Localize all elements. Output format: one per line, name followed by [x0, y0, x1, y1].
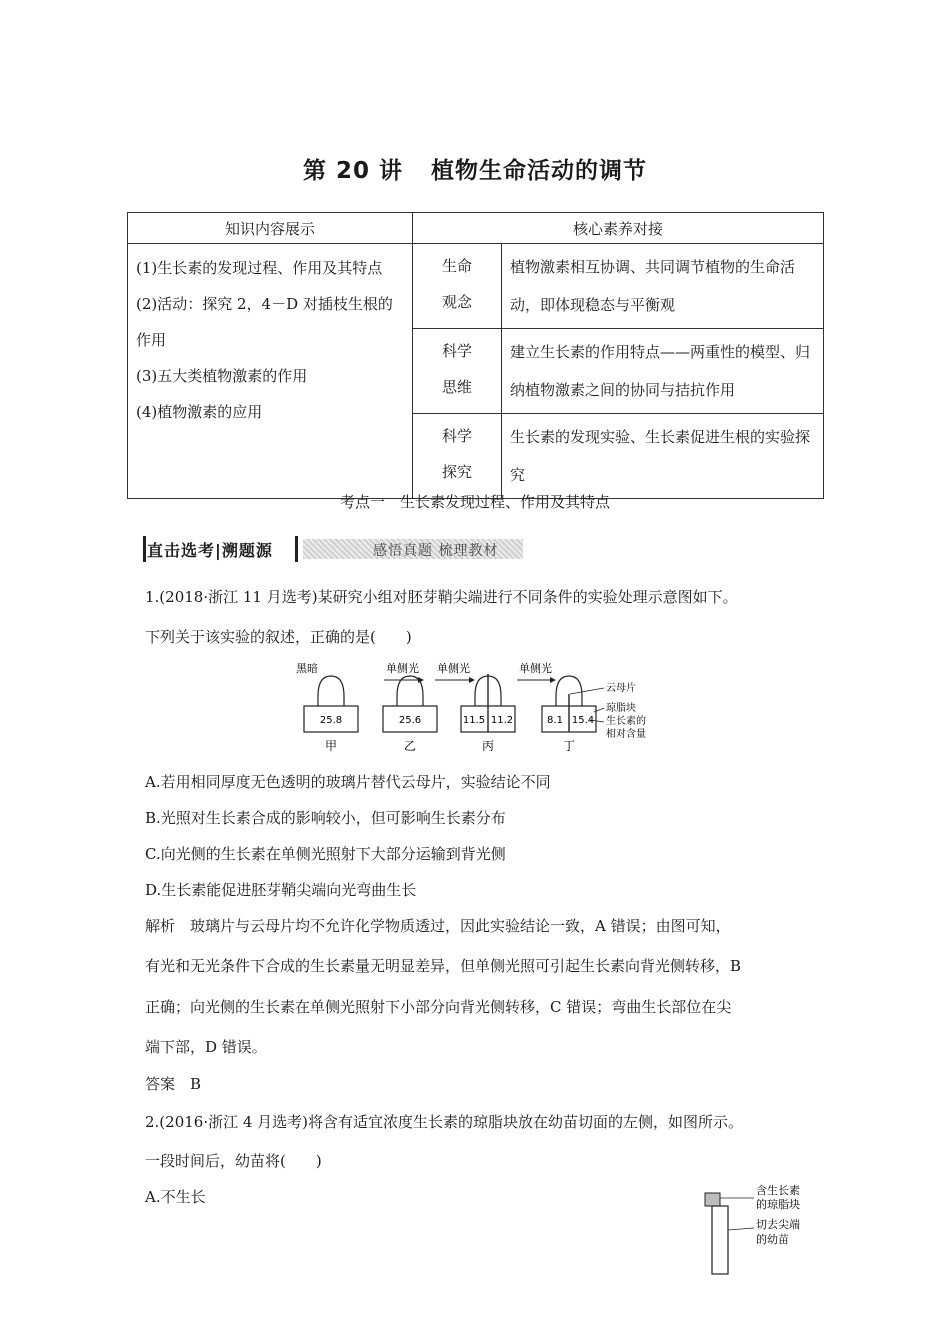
auxin-value: 15.4 — [571, 715, 595, 726]
auxin-value: 11.2 — [490, 715, 514, 726]
leader-line — [728, 1228, 754, 1230]
table-header-left: 知识内容展示 — [128, 213, 413, 244]
condition-label: 单侧光 — [437, 662, 470, 675]
title-topic: 植物生命活动的调节 — [431, 158, 648, 184]
knowledge-items-cell — [128, 244, 413, 499]
legend-content: 生长素的 — [606, 716, 646, 727]
auxin-value: 25.8 — [319, 715, 343, 726]
banner-left-text: 直击选考|溯题源 — [147, 541, 273, 560]
group-label: 甲 — [324, 739, 338, 753]
q1-analysis-line: 解析 玻璃片与云母片均不允许化学物质透过，因此实验结论一致，A 错误；由图可知， — [145, 917, 731, 935]
literacy-category: 科学思维 — [413, 329, 502, 414]
auxin-value: 11.5 — [462, 715, 486, 726]
condition-label: 单侧光 — [386, 662, 419, 675]
arrow-head-icon — [550, 677, 556, 683]
coleoptile-tip — [318, 676, 344, 706]
q1-stem-line: 1.(2018·浙江 11 月选考)某研究小组对胚芽鞘尖端进行不同条件的实验处理示意图如下。 — [145, 588, 738, 606]
q2-option-a: A.不生长 — [145, 1188, 206, 1206]
section-heading: 考点一 生长素发现过程、作用及其特点 — [339, 493, 610, 511]
agar-block — [705, 1193, 720, 1206]
q1-analysis-line: 正确；向光侧的生长素在单侧光照射下小部分向背光侧转移，C 错误；弯曲生长部位在尖 — [145, 998, 732, 1016]
literacy-category: 科学探究 — [413, 414, 502, 499]
legend-mica: 云母片 — [606, 683, 636, 694]
q2-stem-line: 2.(2016·浙江 4 月选考)将含有适宜浓度生长素的琼脂块放在幼苗切面的左侧，如图所示。 — [145, 1113, 744, 1131]
decapitated-seedling — [712, 1206, 728, 1274]
literacy-category: 生命观念 — [413, 244, 502, 329]
condition-label: 单侧光 — [519, 662, 552, 675]
title-lecture-number: 第 20 讲 — [302, 158, 404, 184]
knowledge-item: (3)五大类植物激素的作用 — [136, 367, 308, 385]
knowledge-item: (1)生长素的发现过程、作用及其特点 — [136, 259, 383, 277]
legend-agar: 琼脂块 — [606, 703, 636, 714]
group-label: 丁 — [562, 739, 576, 753]
q1-analysis-line: 有光和无光条件下合成的生长素量无明显差异，但单侧光照可引起生长素向背光侧转移，B — [145, 957, 742, 975]
auxin-value: 25.6 — [398, 715, 422, 726]
knowledge-item: (2)活动：探究 2，4－D 对插枝生根的作用 — [136, 295, 393, 349]
figure-label: 切去尖端 — [756, 1218, 800, 1231]
page-title — [0, 152, 950, 185]
literacy-description: 生长素的发现实验、生长素促进生根的实验探究 — [502, 414, 824, 499]
figure-label: 的幼苗 — [756, 1233, 789, 1246]
q1-stem-line: 下列关于该实验的叙述，正确的是( ) — [145, 628, 412, 646]
q2-stem-line: 一段时间后，幼苗将( ) — [145, 1152, 322, 1170]
figure-label: 含生长素 — [756, 1184, 800, 1197]
q1-answer: 答案 B — [145, 1075, 202, 1093]
condition-label: 黑暗 — [296, 662, 318, 675]
figure-label: 的琼脂块 — [756, 1198, 800, 1211]
q1-option-a: A.若用相同厚度无色透明的玻璃片替代云母片，实验结论不同 — [145, 773, 551, 791]
literacy-description: 植物激素相互协调、共同调节植物的生命活动，即体现稳态与平衡观 — [502, 244, 824, 329]
section-banner — [143, 536, 523, 562]
arrow-head-icon — [469, 677, 475, 683]
q1-experiment-figure — [290, 658, 670, 760]
auxin-value: 8.1 — [547, 715, 563, 726]
group-label: 乙 — [403, 739, 417, 753]
q1-option-d: D.生长素能促进胚芽鞘尖端向光弯曲生长 — [145, 881, 417, 899]
knowledge-literacy-table — [127, 212, 824, 499]
group-label: 丙 — [481, 739, 495, 753]
knowledge-item: (4)植物激素的应用 — [136, 403, 263, 421]
table-header-right: 核心素养对接 — [413, 213, 824, 244]
legend-content: 相对含量 — [606, 729, 646, 740]
q1-option-b: B.光照对生长素合成的影响较小，但可影响生长素分布 — [145, 809, 506, 827]
leader-line — [570, 688, 604, 694]
banner-right-text: 感悟真题 梳理教材 — [373, 543, 499, 559]
q1-analysis-line: 端下部，D 错误。 — [145, 1038, 267, 1056]
q2-seedling-figure — [700, 1182, 830, 1278]
literacy-description: 建立生长素的作用特点——两重性的模型、归纳植物激素之间的协同与拮抗作用 — [502, 329, 824, 414]
q1-option-c: C.向光侧的生长素在单侧光照射下大部分运输到背光侧 — [145, 845, 506, 863]
